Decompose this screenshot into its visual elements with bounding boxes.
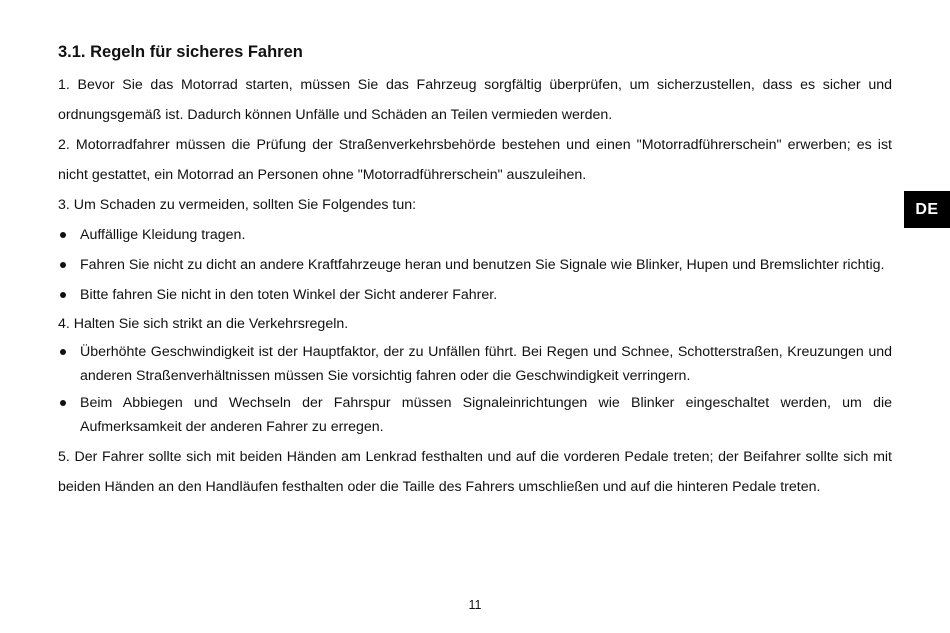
paragraph-4: 4. Halten Sie sich strikt an die Verkehrsregeln. [58, 316, 349, 332]
bullet-dot-icon [60, 400, 66, 406]
list-item [58, 250, 892, 280]
bullet-dot-icon [60, 262, 66, 268]
section-title: 3.1. Regeln für sicheres Fahren [58, 43, 303, 61]
list-item [58, 391, 892, 439]
safety-bullet-list [58, 220, 892, 310]
document-page [58, 40, 892, 502]
list-item-text: Beim Abbiegen und Wechseln der Fahrspur müssen Signaleinrichtungen wie Blinker eingeschaltet werden, um die Aufmerksamkeit der anderen Fahrer zu erregen. [80, 395, 892, 435]
list-item-text: Fahren Sie nicht zu dicht an andere Kraftfahrzeuge heran und benutzen Sie Signale wie Blinker, Hupen und Bremslichter richtig. [80, 257, 885, 273]
list-item [58, 220, 892, 250]
list-item [58, 280, 892, 310]
list-item-text: Überhöhte Geschwindigkeit ist der Hauptfaktor, der zu Unfällen führt. Bei Regen und Schnee, Schotterstraßen, Kreuzungen und anderen Straßenverhältnissen müssen Sie vorsichtig fahren oder die Geschwindigkeit verringern. [80, 344, 892, 384]
paragraph-5: 5. Der Fahrer sollte sich mit beiden Händen am Lenkrad festhalten und auf die vorderen Pedale treten; der Beifahrer sollte sich mit beiden Händen an den Handläufen festhalten oder die Taille des Fahrers umschließen und auf die hinteren Pedale treten. [58, 449, 892, 495]
list-item-text: Auffällige Kleidung tragen. [80, 227, 246, 243]
traffic-rules-bullet-list [58, 340, 892, 439]
language-tab: DE [904, 191, 950, 228]
bullet-dot-icon [60, 349, 66, 355]
page-number: 11 [468, 598, 482, 612]
paragraph-1: 1. Bevor Sie das Motorrad starten, müssen Sie das Fahrzeug sorgfältig überprüfen, um sicherzustellen, dass es sicher und ordnungsgemäß ist. Dadurch können Unfälle und Schäden an Teilen vermieden werden. [58, 77, 892, 123]
bullet-dot-icon [60, 232, 66, 238]
list-item [58, 340, 892, 388]
paragraph-2: 2. Motorradfahrer müssen die Prüfung der Straßenverkehrsbehörde bestehen und einen "Motorradführerschein" erwerben; es ist nicht gestattet, ein Motorrad an Personen ohne "Motorradführerschein" auszuleihen. [58, 137, 892, 183]
paragraph-3: 3. Um Schaden zu vermeiden, sollten Sie Folgendes tun: [58, 197, 417, 213]
list-item-text: Bitte fahren Sie nicht in den toten Winkel der Sicht anderer Fahrer. [80, 287, 498, 303]
bullet-dot-icon [60, 292, 66, 298]
